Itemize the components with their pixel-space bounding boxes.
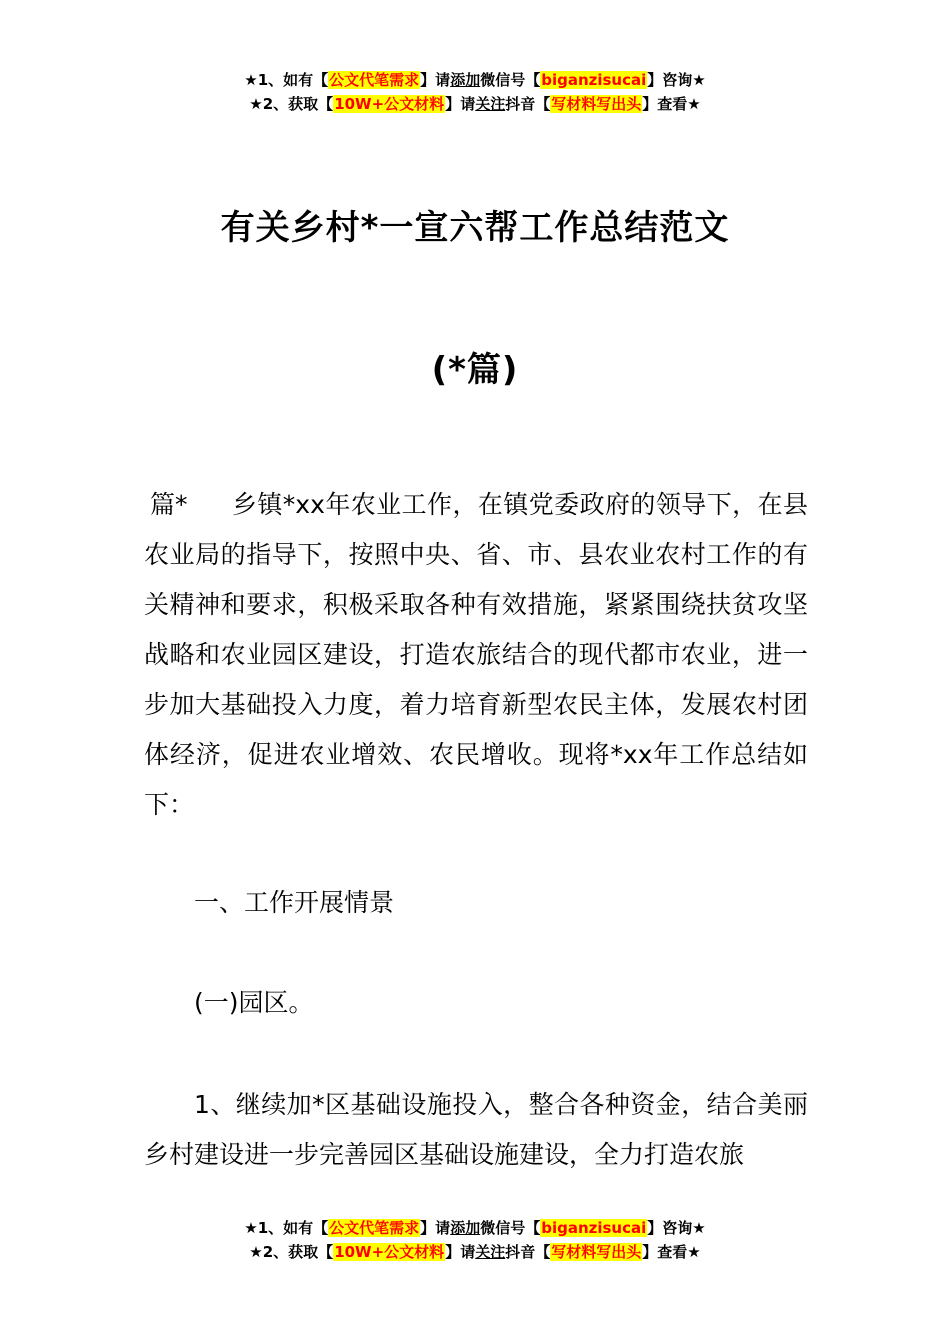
banner-underlined: 关注: [475, 1243, 506, 1261]
banner-text: ★1、如有【: [244, 71, 329, 89]
banner-line-1: [0, 1216, 950, 1240]
banner-highlight: 10W+公文材料: [334, 95, 445, 113]
banner-highlight: 写材料写出头: [551, 1243, 642, 1261]
banner-text: 】请: [420, 71, 451, 89]
banner-text: ★2、获取【: [249, 95, 334, 113]
banner-text: 】查看★: [642, 1243, 701, 1261]
document-title: 有关乡村*一宣六帮工作总结范文: [220, 208, 730, 248]
banner-text: 抖音【: [505, 95, 551, 113]
banner-highlight: 公文代笔需求: [329, 1219, 420, 1237]
banner-highlight: 10W+公文材料: [334, 1243, 445, 1261]
banner-line-1: [0, 68, 950, 92]
banner-highlight: biganzisucai: [541, 1219, 647, 1237]
banner-text: ★2、获取【: [249, 1243, 334, 1261]
section-heading: 一、工作开展情景: [194, 888, 395, 917]
banner-text: 】查看★: [642, 95, 701, 113]
footer-banner: [0, 1216, 950, 1264]
banner-underlined: 添加: [450, 71, 481, 89]
banner-text: 抖音【: [505, 1243, 551, 1261]
banner-text: 】咨询★: [647, 71, 706, 89]
banner-underlined: 关注: [475, 95, 506, 113]
banner-text: 微信号【: [480, 1219, 541, 1237]
banner-highlight: 写材料写出头: [551, 95, 642, 113]
intro-paragraph: [144, 480, 808, 830]
document-subtitle: (*篇): [431, 350, 519, 390]
intro-text: 乡镇*xx年农业工作，在镇党委政府的领导下，在县农业局的指导下，按照中央、省、市、县农业农村工作的有关精神和要求，积极采取各种有效措施，紧紧围绕扶贫攻坚战略和农业园区建设，打造农旅结合的现代都市农业，进一步加大基础投入力度，着力培育新型农民主体，发展农村团体经济，促进农业增效、农民增收。现将*xx年工作总结如下：: [144, 490, 808, 819]
banner-text: 】咨询★: [647, 1219, 706, 1237]
banner-underlined: 添加: [450, 1219, 481, 1237]
banner-text: 】请: [420, 1219, 451, 1237]
banner-text: ★1、如有【: [244, 1219, 329, 1237]
banner-highlight: 公文代笔需求: [329, 71, 420, 89]
item-paragraph: 1、继续加*区基础设施投入，整合各种资金，结合美丽乡村建设进一步完善园区基础设施建设，全力打造农旅: [144, 1090, 808, 1169]
banner-line-2: [0, 1240, 950, 1264]
banner-line-2: [0, 92, 950, 116]
header-banner: [0, 68, 950, 116]
banner-text: 】请: [445, 1243, 476, 1261]
banner-text: 微信号【: [480, 71, 541, 89]
banner-text: 】请: [445, 95, 476, 113]
subsection-heading: (一)园区。: [194, 988, 314, 1017]
banner-highlight: biganzisucai: [541, 71, 647, 89]
intro-label: 篇*: [150, 490, 188, 519]
